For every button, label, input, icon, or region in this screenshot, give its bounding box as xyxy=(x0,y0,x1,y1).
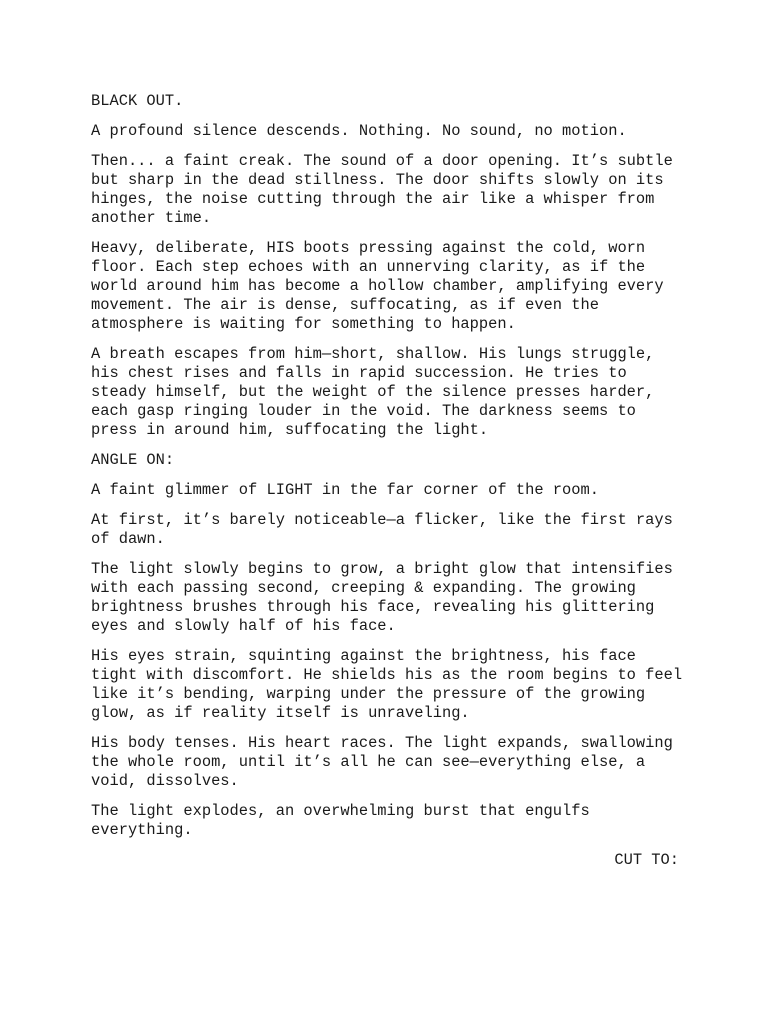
scene-heading: BLACK OUT. xyxy=(91,92,184,110)
action-paragraph: Heavy, deliberate, HIS boots pressing against the cold, worn floor. Each step echoes with an unnerving clarity, as if the world around him has become a hollow chamber, amplifying every movement. The air is dense, suffocating, as if even the atmosphere is waiting for something to happen. xyxy=(91,239,664,333)
action-paragraph: At first, it’s barely noticeable—a flicker, like the first rays of dawn. xyxy=(91,511,673,548)
action-paragraph: A faint glimmer of LIGHT in the far corner of the room. xyxy=(91,481,599,499)
action-paragraph: The light explodes, an overwhelming burst that engulfs everything. xyxy=(91,802,590,839)
action-paragraph: A profound silence descends. Nothing. No sound, no motion. xyxy=(91,122,627,140)
shot-direction: ANGLE ON: xyxy=(91,451,175,469)
action-paragraph: The light slowly begins to grow, a bright glow that intensifies with each passing second, creeping & expanding. The growing brightness brushes through his face, revealing his glittering eyes and slowly half of his face. xyxy=(91,560,673,635)
action-paragraph: His eyes strain, squinting against the brightness, his face tight with discomfort. He shields his as the room begins to feel like it’s bending, warping under the pressure of the growing glow, as if reality itself is unraveling. xyxy=(91,647,683,722)
action-paragraph: Then... a faint creak. The sound of a door opening. It’s subtle but sharp in the dead stillness. The door shifts slowly on its hinges, the noise cutting through the air like a whisper from another time. xyxy=(91,152,673,227)
action-paragraph: His body tenses. His heart races. The light expands, swallowing the whole room, until it’s all he can see—everything else, a void, dissolves. xyxy=(91,734,673,790)
transition-cut-to: CUT TO: xyxy=(614,851,679,869)
action-paragraph: A breath escapes from him—short, shallow. His lungs struggle, his chest rises and falls in rapid succession. He tries to steady himself, but the weight of the silence presses harder, each gasp ringing louder in the void. The darkness seems to press in around him, suffocating the light. xyxy=(91,345,655,439)
screenplay-body xyxy=(91,92,691,870)
